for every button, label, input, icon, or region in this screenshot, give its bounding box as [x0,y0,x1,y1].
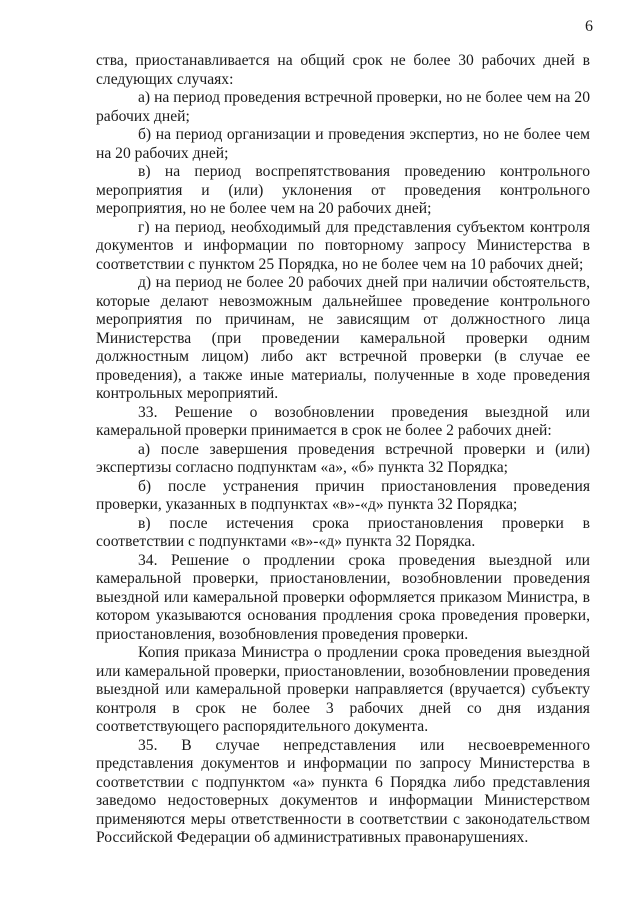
paragraph-item-33: 33. Решение о возобновлении проведения выездной или камеральной проверки принимается в срок не более 2 рабочих дней: [96,403,590,439]
paragraph-subitem-d: д) на период не более 20 рабочих дней при наличии обстоятельств, которые делают невозможным дальнейшее проведение контрольного мероприятия по причинам, не зависящим от должностного лица Министерства (при проведении камеральной проверки одним должностным лицом) либо акт встречной проверки (в случае ее проведения), а также иные материалы, полученные в ходе проведения контрольных мероприятий. [96,274,590,402]
paragraph-item-35: 35. В случае непредставления или несвоевременного представления документов и информации по запросу Министерства в соответствии с подпунктом «а» пункта 6 Порядка либо представления заведомо недостоверных документов и информации Министерством применяются меры ответственности в соответствии с законодательством Российской Федерации об административных правонарушениях. [96,736,590,846]
paragraph-subitem-g: г) на период, необходимый для представления субъектом контроля документов и информации по повторному запросу Министерства в соответствии с пунктом 25 Порядка, но не более чем на 10 рабочих дней; [96,218,590,273]
paragraph-continuation: ства, приостанавливается на общий срок не более 30 рабочих дней в следующих случаях: [96,52,590,88]
paragraph-subitem-a: а) на период проведения встречной проверки, но не более чем на 20 рабочих дней; [96,89,590,125]
paragraph-item-33-v: в) после истечения срока приостановления проверки в соответствии с подпунктами «в»-«д» пункта 32 Порядка. [96,514,590,550]
paragraph-item-34: 34. Решение о продлении срока проведения выездной или камеральной проверки, приостановлении, возобновлении проведения выездной или камеральной проверки оформляется приказом Министра, в котором указываются основания продления срока проведения проверки, приостановления, возобновления проведения проверки. [96,551,590,643]
paragraph-item-34-copy: Копия приказа Министра о продлении срока проведения выездной или камеральной проверки, приостановлении, возобновлении проведения выездной или камеральной проверки направляется (вручается) субъекту контроля в срок не более 3 рабочих дней со дня издания соответствующего распорядительного документа. [96,644,590,735]
paragraph-item-33-b: б) после устранения причин приостановления проведения проверки, указанных в подпунктах «в»-«д» пункта 32 Порядка; [96,477,590,513]
document-body [96,52,590,848]
page-number: 6 [585,18,593,35]
paragraph-item-33-a: а) после завершения проведения встречной проверки и (или) экспертизы согласно подпунктам «а», «б» пункта 32 Порядка; [96,440,590,476]
paragraph-subitem-v: в) на период воспрепятствования проведению контрольного мероприятия и (или) уклонения от проведения контрольного мероприятия, но не более чем на 20 рабочих дней; [96,163,590,217]
paragraph-subitem-b: б) на период организации и проведения экспертиз, но не более чем на 20 рабочих дней; [96,126,590,162]
